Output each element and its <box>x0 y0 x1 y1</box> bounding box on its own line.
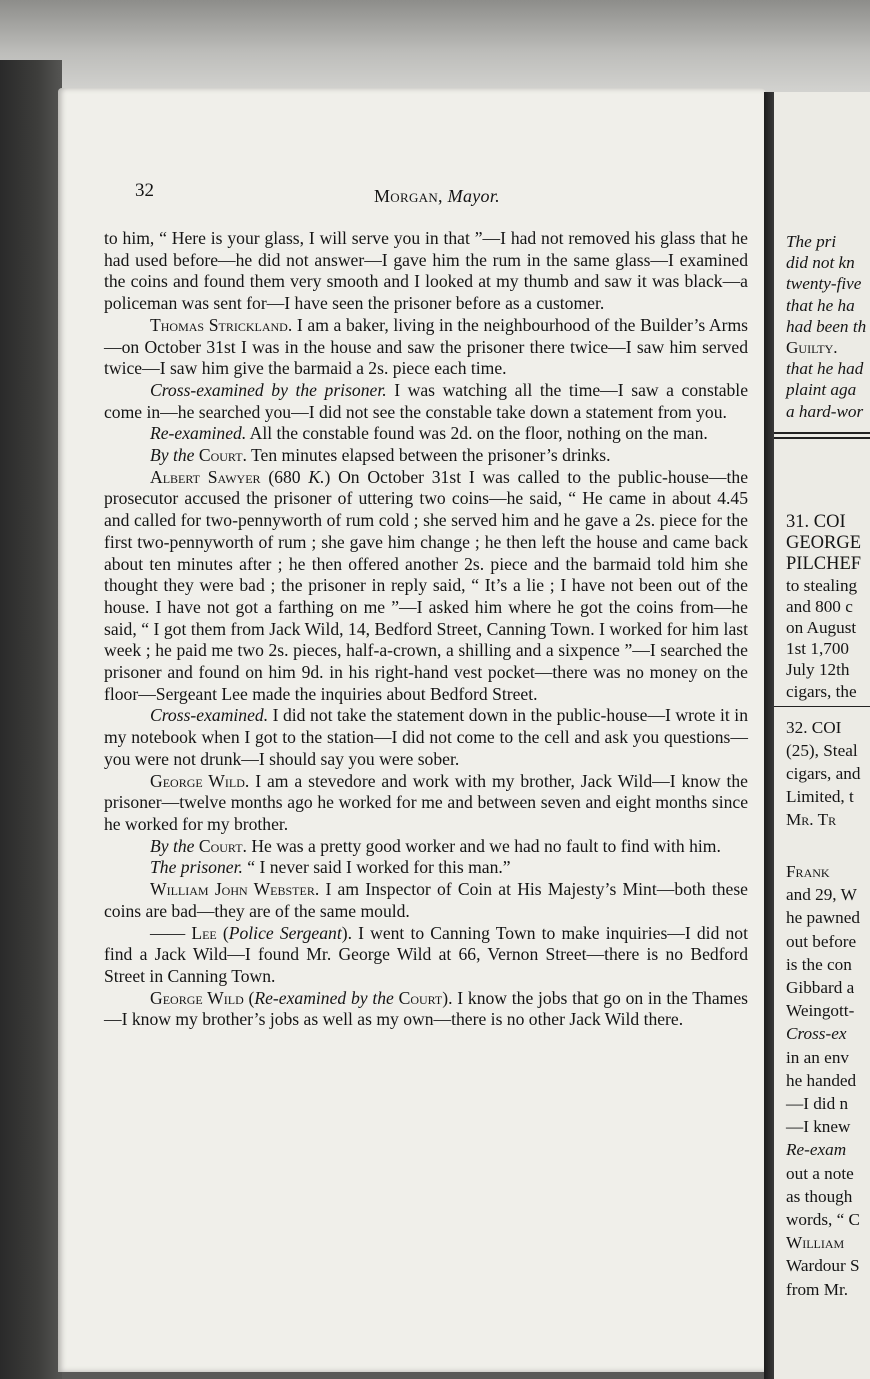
facing-page-line: cigars, and <box>786 764 861 783</box>
book-gutter <box>764 92 774 1379</box>
facing-page-line: that he had <box>786 359 864 379</box>
witness-name: George Wild. <box>150 770 250 791</box>
facing-page-line: PILCHEF <box>786 554 862 575</box>
witness-name: Thomas Strickland. <box>150 314 293 335</box>
facing-page-line: plaint aga <box>786 380 857 400</box>
facing-page-line: Guilty. <box>786 338 838 357</box>
paragraph: George Wild. I am a stevedore and work with my brother, Jack Wild—I know the prisoner—twelve months ago he worked for me and between seven and eight months since he worked for my brother. <box>104 770 748 834</box>
witness-name: Lee <box>191 922 217 943</box>
facing-page-line: GEORGE <box>786 533 862 554</box>
paragraph: Cross-examined. I did not take the statement down in the public-house—I wrote it in my notebook when I got to the station—I did not come to the cell and ask you questions—you were not drunk—I should say you were sober. <box>104 705 748 769</box>
facing-page-line: Limited, t <box>786 787 854 806</box>
witness-name: William John Webster. <box>150 879 320 900</box>
facing-page-line: he handed <box>786 1070 857 1090</box>
facing-page-line: from Mr. <box>786 1279 849 1299</box>
facing-page-line: —I knew <box>786 1117 851 1137</box>
running-head <box>374 186 500 207</box>
examination-label: Cross-examined by the prisoner. <box>150 379 387 400</box>
facing-page-line: a hard-wor <box>786 401 864 421</box>
facing-page-line: on August <box>786 618 857 637</box>
facing-page-line: cigars, the <box>786 681 857 701</box>
running-head-title: Mayor. <box>447 186 500 206</box>
facing-page-line: —I did n <box>786 1094 849 1113</box>
facing-page-line: Wardour S <box>786 1256 860 1276</box>
facing-page-line: Re-exam <box>786 1140 847 1160</box>
examination-label: Re-examined. <box>150 423 247 444</box>
facing-page-line: twenty-five <box>786 274 862 294</box>
paragraph: Cross-examined by the prisoner. I was watching all the time—I saw a constable come in—he searched you—I did not see the constable take down a statement from you. <box>104 379 748 422</box>
facing-page-line: Weingott- <box>786 1001 855 1021</box>
facing-page-line: 1st 1,700 <box>786 639 850 659</box>
facing-page-line: 31. COI <box>786 512 846 532</box>
facing-page-line: and 29, W <box>786 885 857 905</box>
facing-page-line: had been th <box>786 316 867 336</box>
witness-name: George Wild <box>150 987 244 1008</box>
facing-page-line: (25), Steal <box>786 741 858 760</box>
scan-left-edge <box>0 60 62 1379</box>
facing-page-line: Gibbard a <box>786 978 855 997</box>
body-text <box>104 228 748 1031</box>
facing-page-line: is the con <box>786 954 852 974</box>
paragraph: —— Lee (Police Sergeant). I went to Canning Town to make inquiries—I did not find a Jack Wild—I found Mr. George Wild at 66, Vernon Street—there is no Bedford Street in Canning Town. <box>104 922 748 986</box>
section-rule <box>774 437 870 439</box>
paragraph: The prisoner. “ I never said I worked for this man.” <box>150 857 511 878</box>
paragraph: George Wild (Re-examined by the Court). I know the jobs that go on in the Thames—I know my brother’s jobs as well as my own—there is no other Jack Wild there. <box>104 987 748 1030</box>
facing-page-line: Mr. Tr <box>786 810 837 829</box>
examination-label: Cross-examined. <box>150 705 269 726</box>
witness-name: Albert Sawyer <box>150 466 261 487</box>
facing-page-line: he pawned <box>786 908 860 928</box>
section-rule <box>774 706 870 707</box>
facing-page-line: Frank <box>786 862 830 881</box>
paragraph: to him, “ Here is your glass, I will serve you in that ”—I had not removed his glass that he had used before—he did not answer—I gave him the rum in the same glass—I examined the coins and found them very smooth and I looked at my thumb and saw it was black—a policeman was sent for—I have seen the prisoner before as a customer. <box>104 228 748 314</box>
facing-page-line: William <box>786 1233 845 1253</box>
facing-page-line: July 12th <box>786 660 850 680</box>
paragraph: Albert Sawyer (680 K.) On October 31st I was called to the public-house—the prosecutor accused the prisoner of uttering two coins—he said, “ He came in about 4.45 and called for two-pennyworth of rum cold ; she served him and he gave a 2s. piece for the first two-pennyworth of rum ; she gave him change ; he then left the house and came back about ten minutes after ; he then offered another 2s. piece and the barmaid told him she thought they were bad ; the prisoner in reply said, “ It’s a lie ; I have not been out of the house. I have not got a farthing on me ”—I asked him where he got the coins from—he said, “ I got them from Jack Wild, 14, Bedford Street, Canning Town. I worked for him last week ; he paid me two 2s. pieces, half-a-crown, a shilling and a sixpence ”—I searched the prisoner and found on him 9d. in his right-hand vest pocket—there was no money on the floor—Sergeant Lee made the inquiries about Bedford Street. <box>104 466 748 704</box>
paragraph: Thomas Strickland. I am a baker, living in the neighbourhood of the Builder’s Arms—on October 31st I was in the house and saw the prisoner there twice—I saw him served twice—I saw him give the barmaid a 2s. piece each time. <box>104 314 749 379</box>
scan-top-edge <box>0 0 870 95</box>
facing-page-line: and 800 c <box>786 596 853 616</box>
facing-page-line: out before <box>786 931 857 951</box>
facing-page-line: 32. COI <box>786 718 842 737</box>
facing-page-line: did not kn <box>786 253 855 273</box>
facing-page-line: in an env <box>786 1047 850 1067</box>
paragraph: William John Webster. I am Inspector of Coin at His Majesty’s Mint—both these coins are bad—they are of the same mould. <box>104 879 748 921</box>
facing-page-line: The pri <box>786 232 837 251</box>
examination-label: The prisoner. <box>150 857 243 878</box>
facing-page-line: Cross-ex <box>786 1024 847 1044</box>
page-number: 32 <box>135 180 154 201</box>
paragraph: By the Court. Ten minutes elapsed between the prisoner’s drinks. <box>150 445 611 466</box>
section-rule <box>774 432 870 434</box>
facing-page-line: words, “ C <box>786 1210 860 1229</box>
facing-page-line: that he ha <box>786 295 855 315</box>
paragraph: By the Court. He was a pretty good worker and we had no fault to find with him. <box>150 835 721 856</box>
facing-page-line: to stealing <box>786 575 858 595</box>
facing-page-line: out a note <box>786 1163 854 1183</box>
running-head-name: Morgan, <box>374 186 443 206</box>
facing-page-line: as though <box>786 1186 853 1206</box>
paragraph: Re-examined. All the constable found was 2d. on the floor, nothing on the man. <box>150 423 708 444</box>
facing-page <box>774 92 870 1379</box>
